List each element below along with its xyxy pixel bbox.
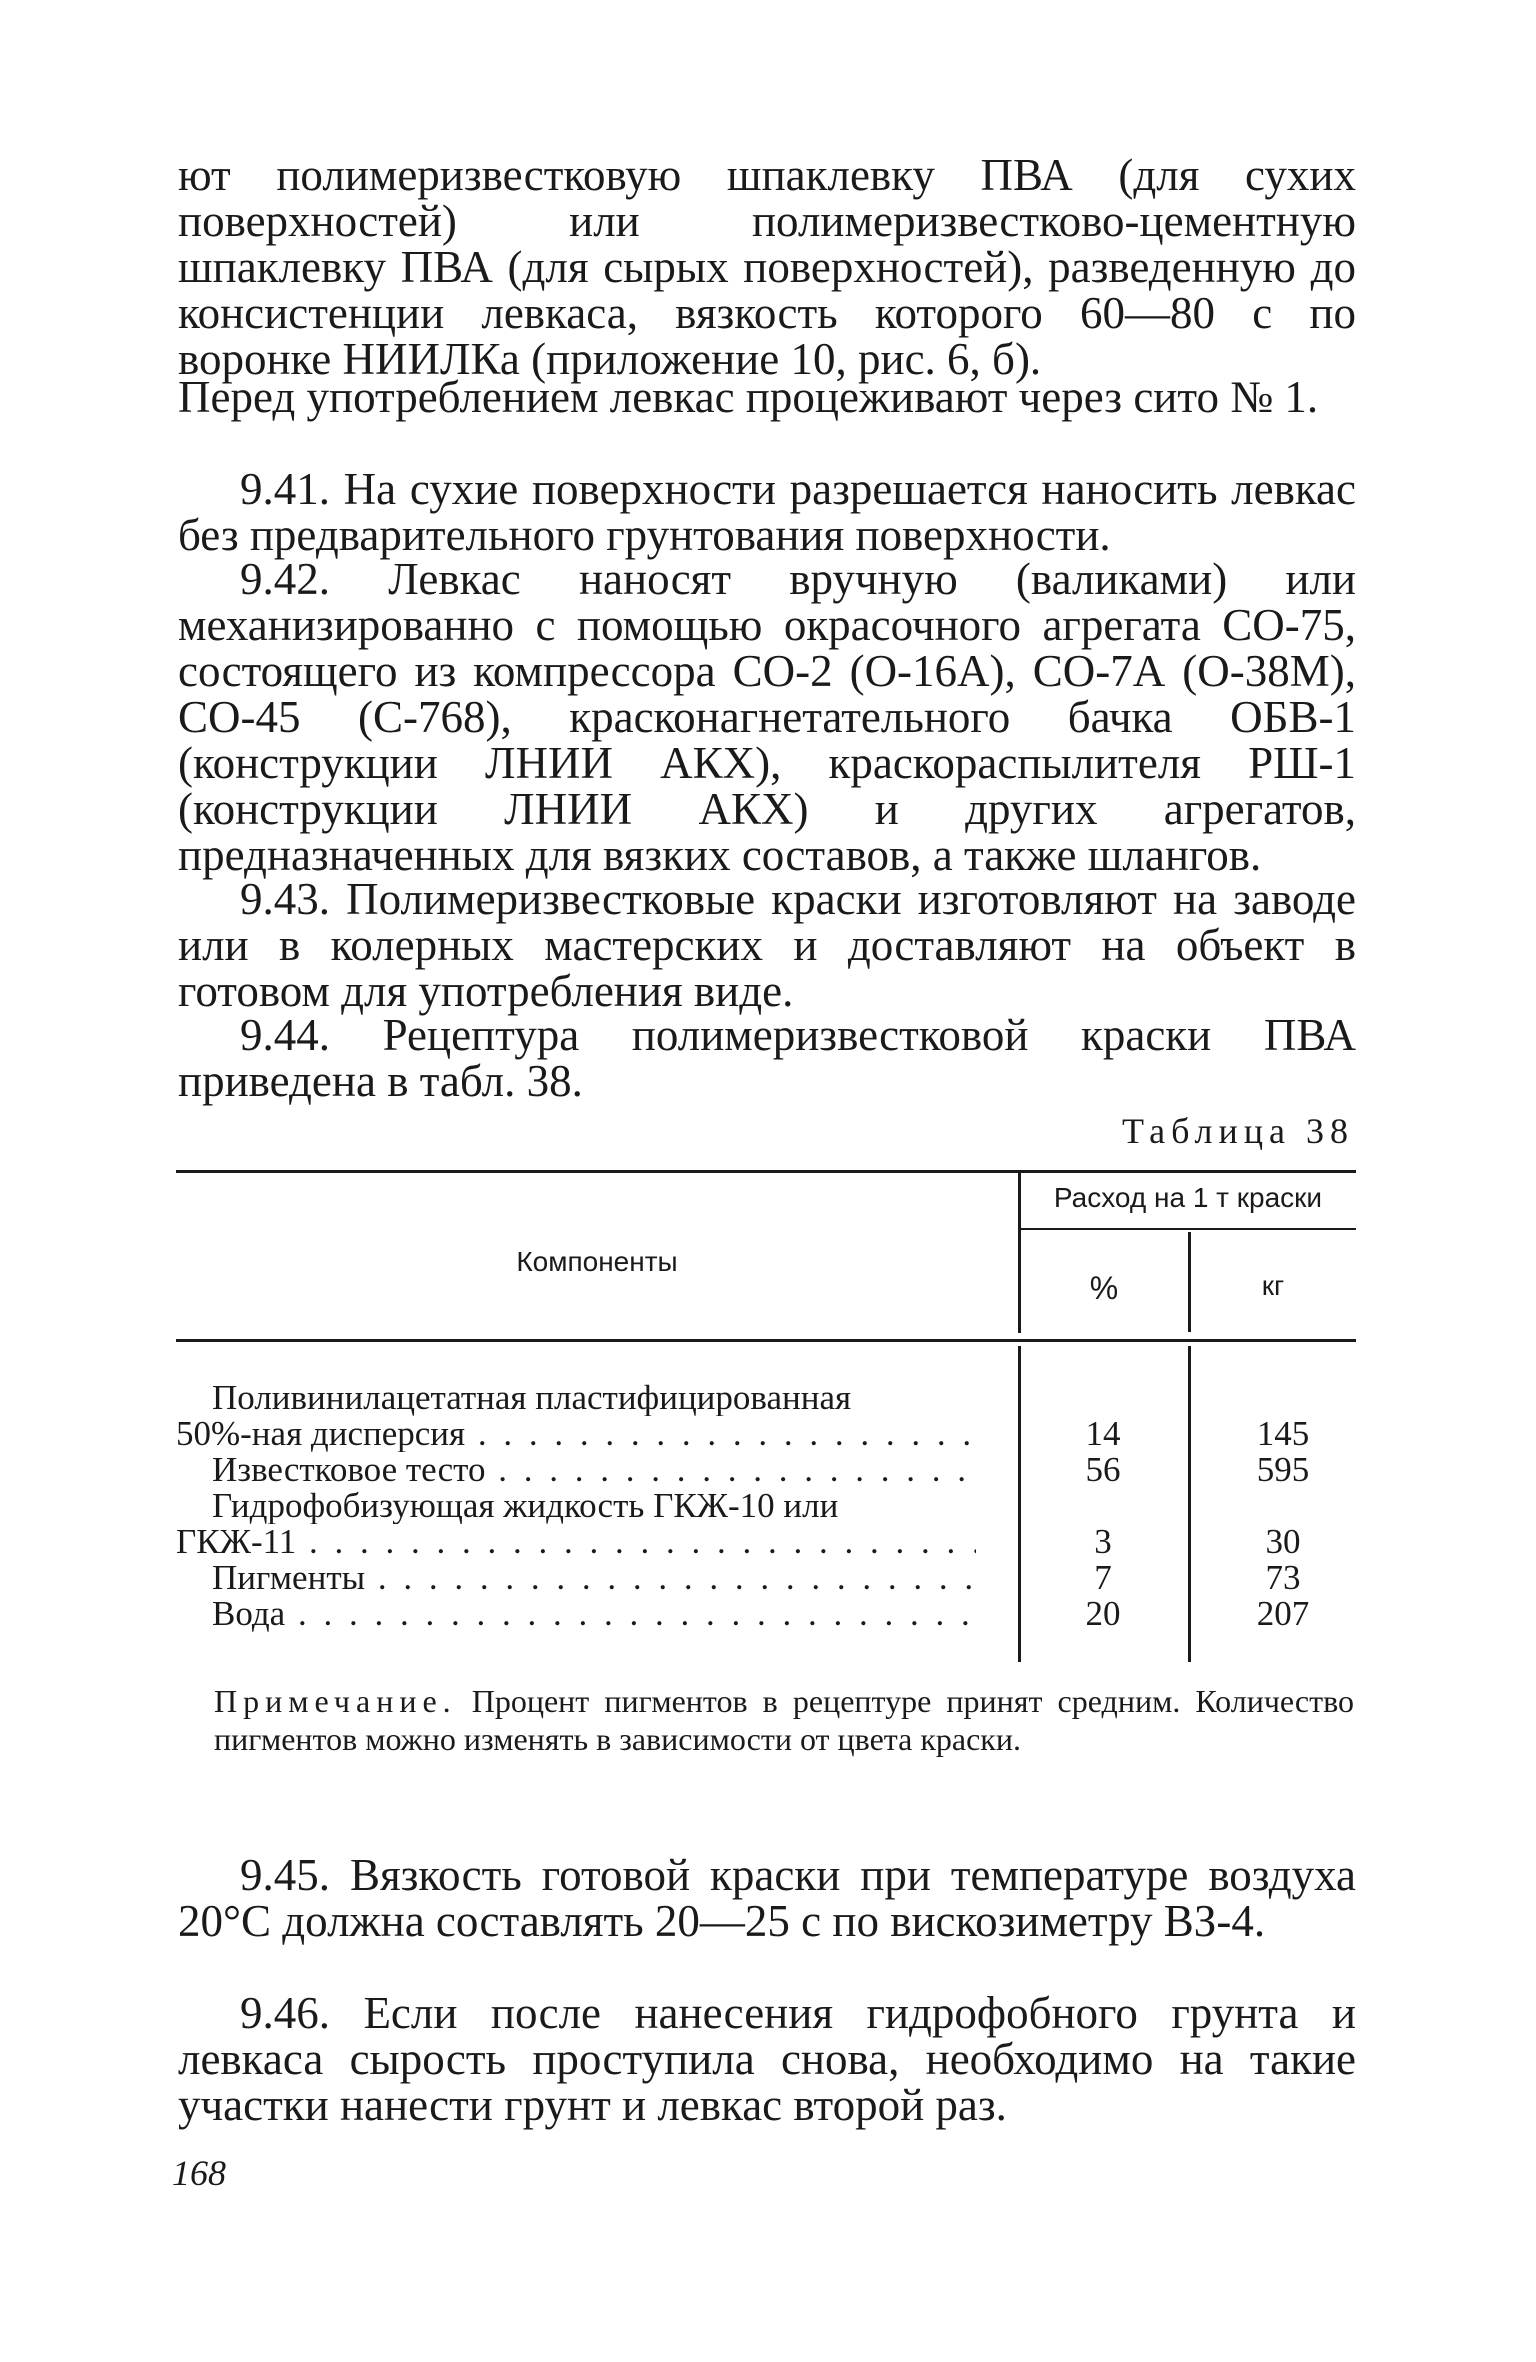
table-row-pigments: Пигменты . . .	[176, 1560, 976, 1596]
paragraph-9-45: 9.45. Вязкость готовой краски при температуре воздуха 20°С должна составлять 20—25 с по вискозиметру ВЗ-4.	[178, 1850, 1356, 1946]
cell-dispersion-percent: 14	[1085, 1414, 1121, 1453]
cell-hydrophobic-percent: 3	[1094, 1522, 1112, 1561]
table-header-rule	[176, 1339, 1356, 1342]
header-kg: кг	[1261, 1270, 1285, 1301]
paragraph-intro: ют полимеризвестковую шпаклевку ПВА (для сухих поверхностей) или полимеризвестково-цементную шпаклевку ПВА (для сырых поверхностей), разведенную до консистенции левкаса, вязкость которого 60—80 с по воронке НИИЛКа (приложение 10, рис. 6, б).	[178, 150, 1356, 384]
table-top-rule	[176, 1170, 1356, 1173]
paragraph-9-41: 9.41. На сухие поверхности разрешается наносить левкас без предварительного грунтования поверхности.	[178, 464, 1356, 560]
paragraph-9-42: 9.42. Левкас наносят вручную (валиками) или механизированно с помощью окрасочного агрегата СО-75, состоящего из компрессора СО-2 (О-16А), СО-7А (О-38М), СО-45 (С-768), красконагнетательного бачка ОБВ-1 (конструкции ЛНИИ АКХ), краскораспылителя РШ-1 (конструкции ЛНИИ АКХ) и других агрегатов, предназначенных для вязких составов, а также шлангов.	[178, 554, 1356, 880]
table-divider-body-left	[1018, 1346, 1021, 1662]
paragraph-9-46: 9.46. Если после нанесения гидрофобного грунта и левкаса сырость проступила снова, необходимо на такие участки нанести грунт и левкас второй раз.	[178, 1988, 1356, 2130]
table-row-hydrophobic-line2: ГКЖ-11 . . .	[176, 1524, 976, 1560]
page-number: 168	[172, 2153, 226, 2193]
table-note	[214, 1682, 1354, 1758]
table-row-water: Вода . . .	[176, 1596, 976, 1632]
table-subheader-rule	[1020, 1228, 1356, 1230]
table-caption: Таблица 38	[1122, 1111, 1354, 1151]
cell-water-kg: 207	[1256, 1594, 1310, 1633]
header-percent: %	[1089, 1270, 1119, 1306]
cell-water-percent: 20	[1085, 1594, 1121, 1633]
cell-hydrophobic-kg: 30	[1265, 1522, 1301, 1561]
cell-lime-paste-kg: 595	[1256, 1450, 1310, 1489]
cell-pigments-kg: 73	[1265, 1558, 1301, 1597]
paragraph-9-43: 9.43. Полимеризвестковые краски изготовляют на заводе или в колерных мастерских и доставляют на объект в готовом для употребления виде.	[178, 874, 1356, 1016]
cell-pigments-percent: 7	[1094, 1558, 1112, 1597]
paragraph-9-44: 9.44. Рецептура полимеризвестковой краски ПВА приведена в табл. 38.	[178, 1010, 1356, 1106]
table-row-lime-paste: Известковое тесто . . .	[176, 1452, 976, 1488]
note-text: Процент пигментов в рецептуре принят средним. Количество пигментов можно изменять в зависимости от цвета краски.	[214, 1683, 1355, 1757]
header-consumption: Расход на 1 т краски	[1053, 1182, 1323, 1213]
table-divider-body-mid	[1188, 1346, 1191, 1662]
paragraph-sieve: Перед употреблением левкас процеживают через сито № 1.	[178, 372, 1319, 422]
table-row-hydrophobic-line1: Гидрофобизующая жидкость ГКЖ-10 или	[212, 1488, 839, 1524]
table-row-dispersion-line1: Поливинилацетатная пластифицированная	[212, 1380, 852, 1416]
cell-dispersion-kg: 145	[1256, 1414, 1310, 1453]
table-row-dispersion-line2: 50%-ная дисперсия . . .	[176, 1416, 976, 1452]
note-label: Примечание.	[214, 1683, 457, 1719]
header-components: Компоненты	[516, 1246, 678, 1277]
cell-lime-paste-percent: 56	[1085, 1450, 1121, 1489]
